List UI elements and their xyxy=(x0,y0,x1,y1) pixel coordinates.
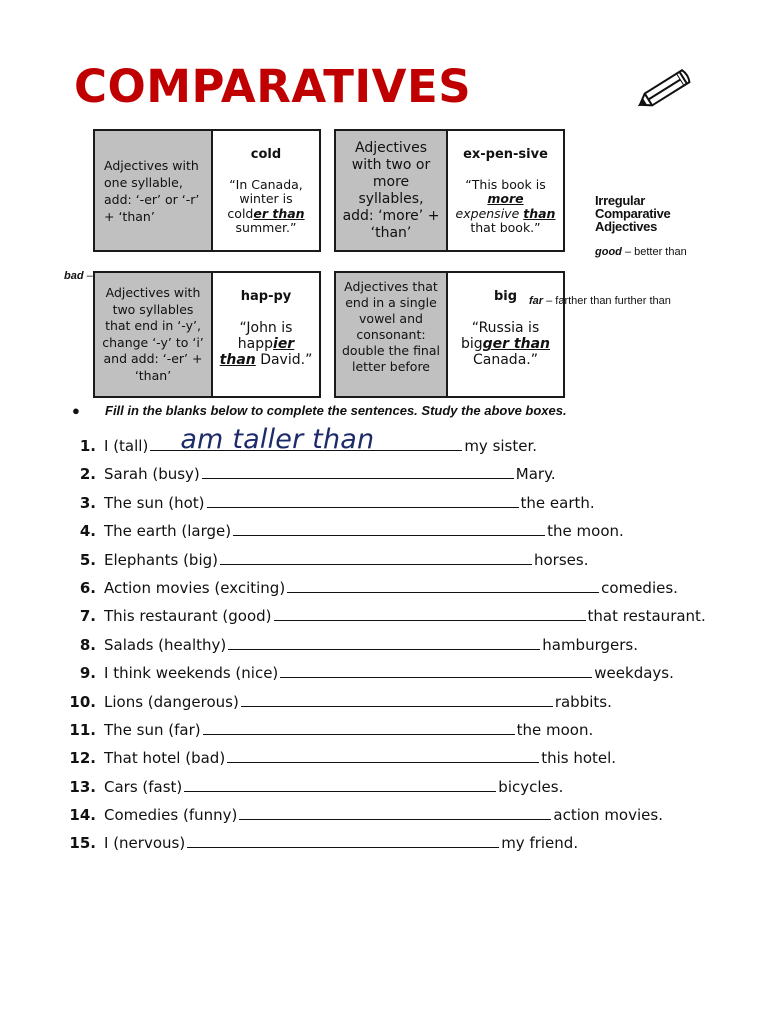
exercise-row xyxy=(68,805,748,833)
example-word: ex-pen-sive xyxy=(463,147,548,162)
exercise-prompt: Comedies (funny) xyxy=(104,806,238,825)
exercise-row xyxy=(68,777,748,805)
exercise-prompt: I (nervous) xyxy=(104,834,186,853)
example-sentence xyxy=(454,320,557,368)
exercise-row xyxy=(68,493,748,521)
exercise-completion: the moon. xyxy=(516,720,594,739)
exercise-prompt: The earth (large) xyxy=(104,522,232,541)
answer-blank[interactable] xyxy=(207,493,519,508)
irregular-form: – xyxy=(83,270,93,282)
answer-blank[interactable] xyxy=(239,805,551,820)
exercise-row xyxy=(68,663,748,691)
exercise-row xyxy=(68,635,748,663)
exercise-completion: the earth. xyxy=(520,493,595,512)
exercise-completion: hamburgers. xyxy=(542,635,638,654)
example-text: “John is happ xyxy=(237,320,293,353)
irregular-word: good xyxy=(595,246,622,258)
exercise-prompt: This restaurant (good) xyxy=(104,607,272,626)
exercise-prompt: Salads (healthy) xyxy=(104,635,227,654)
answer-blank[interactable] xyxy=(184,777,496,792)
handwritten-answer: am taller than xyxy=(180,424,375,455)
rule-box-one-syllable xyxy=(93,129,321,252)
exercise-prompt: Elephants (big) xyxy=(104,550,218,569)
exercise-row xyxy=(68,692,748,720)
exercise-row xyxy=(68,424,748,464)
instructions xyxy=(72,403,567,418)
page-title: COMPARATIVES xyxy=(74,60,472,113)
irregular-word: far xyxy=(529,295,544,307)
exercise-row xyxy=(68,833,748,861)
example-cell xyxy=(448,273,563,396)
exercise-number: 10. xyxy=(69,692,96,711)
rule-box-two-or-more-syllables xyxy=(334,129,565,252)
answer-blank[interactable] xyxy=(280,663,592,678)
exercise-completion: rabbits. xyxy=(554,692,612,711)
example-cell xyxy=(448,131,563,250)
irregular-bad xyxy=(64,270,93,282)
exercise-number: 3. xyxy=(79,493,96,512)
exercise-completion: weekdays. xyxy=(594,664,674,683)
exercise-completion: this hotel. xyxy=(541,749,617,768)
answer-blank[interactable] xyxy=(274,606,586,621)
exercise-number: 12. xyxy=(69,749,96,768)
answer-blank[interactable] xyxy=(150,424,462,455)
rule-text: Adjectives with two syllables that end in ‘-y’, change ‘-y’ to ‘i’ and add: ‘-er’ + ‘than’ xyxy=(95,273,213,396)
example-word: cold xyxy=(250,147,282,162)
exercise-row xyxy=(68,550,748,578)
answer-blank[interactable] xyxy=(202,464,514,479)
exercise-prompt: That hotel (bad) xyxy=(104,749,226,768)
exercise-prompt: The sun (far) xyxy=(104,720,201,739)
example-sentence xyxy=(454,178,557,236)
answer-blank[interactable] xyxy=(233,521,545,536)
rule-text: Adjectives with one syllable, add: ‘-er’ or ‘-r’ + ‘than’ xyxy=(95,131,213,250)
answer-blank[interactable] xyxy=(228,635,540,650)
example-emphasis: ger than xyxy=(482,336,551,353)
exercise-number: 5. xyxy=(79,550,96,569)
exercise-number: 9. xyxy=(79,664,96,683)
example-word: big xyxy=(493,289,518,304)
example-text: “In Canada, winter is cold xyxy=(227,177,303,221)
exercise-completion: my sister. xyxy=(464,437,538,455)
exercise-completion: comedies. xyxy=(601,578,678,597)
exercise-list xyxy=(68,424,748,862)
example-text: “This book is xyxy=(465,177,546,192)
example-text: that book.” xyxy=(470,220,541,236)
example-cell xyxy=(213,273,319,396)
rule-text: Adjectives that end in a single vowel and consonant: double the final letter before xyxy=(336,273,448,396)
exercise-prompt: Sarah (busy) xyxy=(104,465,200,484)
exercise-prompt: Cars (fast) xyxy=(104,777,183,796)
exercise-number: 6. xyxy=(79,578,96,597)
exercise-number: 14. xyxy=(69,806,96,825)
irregular-word: bad xyxy=(64,270,84,282)
irregular-title: Irregular Comparative Adjectives xyxy=(595,193,671,234)
answer-blank[interactable] xyxy=(241,692,553,707)
exercise-row xyxy=(68,464,748,492)
answer-blank[interactable] xyxy=(220,550,532,565)
exercise-number: 7. xyxy=(79,607,96,626)
example-text: summer.” xyxy=(235,220,297,236)
exercise-completion: bicycles. xyxy=(498,777,564,796)
example-word: hap-py xyxy=(240,289,292,304)
exercise-number: 13. xyxy=(69,777,96,796)
exercise-number: 8. xyxy=(79,635,96,654)
example-emphasis: er than xyxy=(253,205,305,221)
exercise-row xyxy=(68,606,748,634)
rule-box-double-consonant xyxy=(334,271,565,398)
example-text: Canada.” xyxy=(473,352,538,369)
example-emphasis: than xyxy=(523,205,556,221)
example-text: “Russia is big xyxy=(460,320,540,353)
answer-blank[interactable] xyxy=(227,748,539,763)
exercise-row xyxy=(68,748,748,776)
example-text: David.” xyxy=(255,352,313,369)
exercise-completion: the moon. xyxy=(547,522,624,541)
example-sentence xyxy=(219,178,313,236)
example-emphasis: ier than xyxy=(219,336,295,369)
irregular-far xyxy=(529,295,671,307)
pencil-icon xyxy=(630,66,694,116)
exercise-prompt: The sun (hot) xyxy=(104,493,205,512)
irregular-form: – farther than further than xyxy=(543,295,671,307)
exercise-prompt: Action movies (exciting) xyxy=(104,578,286,597)
example-cell xyxy=(213,131,319,250)
exercise-prompt: I think weekends (nice) xyxy=(104,664,279,683)
answer-blank[interactable] xyxy=(203,720,515,735)
exercise-number: 4. xyxy=(79,522,96,541)
answer-blank[interactable] xyxy=(187,833,499,848)
exercise-row xyxy=(68,578,748,606)
exercise-number: 2. xyxy=(79,465,96,484)
exercise-completion: action movies. xyxy=(553,806,663,825)
exercise-number: 15. xyxy=(69,834,96,853)
exercise-prompt: Lions (dangerous) xyxy=(104,692,239,711)
instructions-text: Fill in the blanks below to complete the sentences. Study the above boxes. xyxy=(105,403,567,418)
exercise-row xyxy=(68,521,748,549)
exercise-completion: horses. xyxy=(533,550,589,569)
exercise-row xyxy=(68,720,748,748)
exercise-completion: that restaurant. xyxy=(587,607,706,626)
rule-box-ending-y xyxy=(93,271,321,398)
example-emphasis: more xyxy=(487,191,524,207)
example-text: expensive xyxy=(455,205,524,221)
exercise-number: 1. xyxy=(79,437,96,455)
rule-text: Adjectives with two or more syllables, add: ‘more’ + ‘than’ xyxy=(336,131,448,250)
exercise-completion: Mary. xyxy=(515,465,556,484)
irregular-good xyxy=(595,246,687,258)
example-sentence xyxy=(219,320,313,368)
exercise-number: 11. xyxy=(69,720,96,739)
exercise-prompt: I (tall) xyxy=(104,437,149,455)
bullet-icon: ● xyxy=(72,403,80,418)
exercise-completion: my friend. xyxy=(501,834,579,853)
irregular-form: – better than xyxy=(621,246,687,258)
answer-blank[interactable] xyxy=(287,578,599,593)
